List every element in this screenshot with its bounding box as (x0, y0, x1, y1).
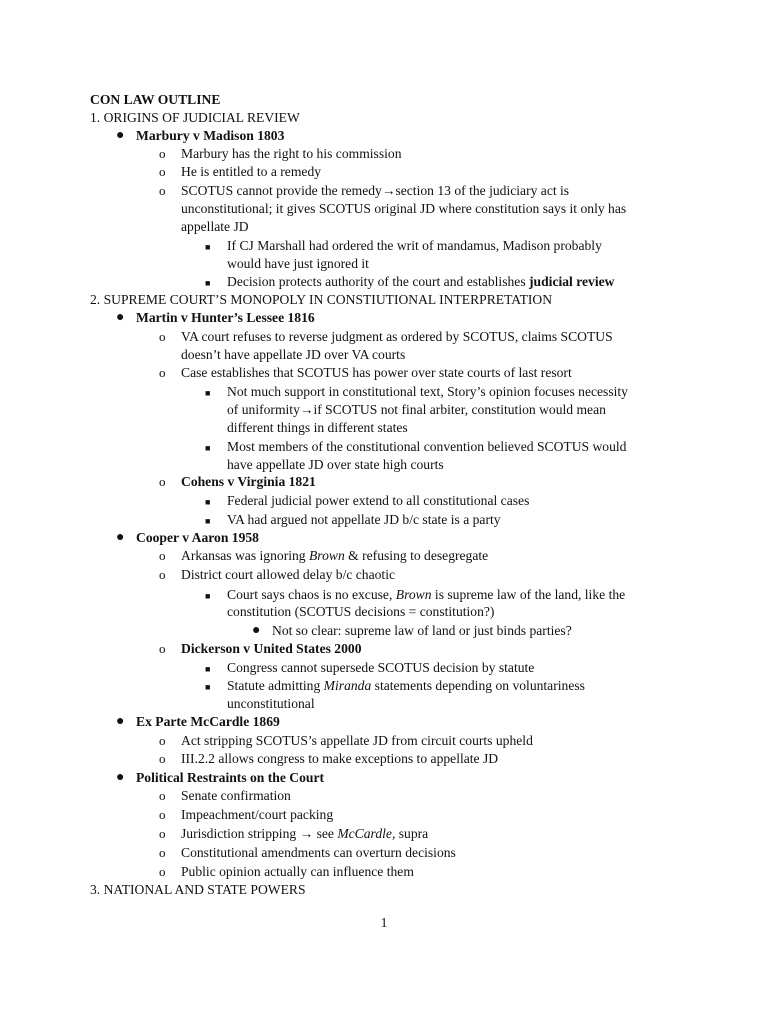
list-item: o Case establishes that SCOTUS has power over state courts of last resort (159, 365, 572, 380)
list-item: ■ Most members of the constitutional convention believed SCOTUS would (227, 438, 728, 456)
outline-title: CON LAW OUTLINE (90, 92, 221, 107)
circle-bullet-icon: o (159, 146, 166, 161)
square-bullet-icon: ■ (205, 664, 211, 674)
list-item: o VA court refuses to reverse judgment as ordered by SCOTUS, claims SCOTUS (159, 329, 613, 344)
arrow-icon: → (381, 183, 396, 198)
circle-bullet-icon: o (159, 826, 166, 841)
bullet-icon: ● (116, 530, 125, 545)
case-cohens: o Cohens v Virginia 1821 (159, 474, 316, 489)
list-item: o Senate confirmation (159, 788, 291, 803)
square-bullet-icon: ■ (205, 388, 211, 398)
square-bullet-icon: ■ (205, 497, 211, 507)
list-item: ■ If CJ Marshall had ordered the writ of mandamus, Madison probably (227, 237, 728, 255)
list-item: o Constitutional amendments can overturn decisions (159, 845, 456, 860)
arrow-icon: → (299, 826, 314, 841)
list-item: ■ Statute admitting Miranda statements depending on voluntariness (227, 677, 728, 695)
list-item: o Marbury has the right to his commission (159, 146, 402, 161)
circle-bullet-icon: o (159, 183, 166, 198)
list-item-cont: appellate JD (181, 219, 249, 234)
circle-bullet-icon: o (159, 548, 166, 563)
list-item: ■ Decision protects authority of the court and establishes judicial review (227, 273, 728, 291)
square-bullet-icon: ■ (205, 242, 211, 252)
square-bullet-icon: ■ (205, 682, 211, 692)
section-3-heading: 3. NATIONAL AND STATE POWERS (90, 882, 306, 897)
list-item-cont: unconstitutional; it gives SCOTUS original JD where constitution says it only has (181, 201, 627, 216)
list-item-cont: of uniformity→if SCOTUS not final arbiter, constitution would mean (227, 402, 606, 417)
circle-bullet-icon: o (159, 807, 166, 822)
list-item: ■ Not much support in constitutional text, Story’s opinion focuses necessity (227, 383, 728, 401)
bullet-icon: ● (116, 310, 125, 325)
list-item: o SCOTUS cannot provide the remedy→section 13 of the judiciary act is (159, 183, 570, 198)
circle-bullet-icon: o (159, 641, 166, 656)
circle-bullet-icon: o (159, 474, 166, 489)
list-item: ■ Congress cannot supersede SCOTUS decision by statute (227, 659, 728, 677)
list-item: o Impeachment/court packing (159, 807, 334, 822)
circle-bullet-icon: o (159, 329, 166, 344)
circle-bullet-icon: o (159, 567, 166, 582)
page-number: 1 (380, 915, 388, 930)
circle-bullet-icon: o (159, 845, 166, 860)
bullet-icon: ● (252, 623, 261, 638)
list-item: ■ Federal judicial power extend to all constitutional cases (227, 492, 728, 510)
list-item-cont: unconstitutional (227, 696, 315, 711)
list-item: o He is entitled to a remedy (159, 164, 322, 179)
list-item-cont: different things in different states (227, 420, 408, 435)
case-cooper: ● Cooper v Aaron 1958 (116, 530, 259, 545)
circle-bullet-icon: o (159, 751, 166, 766)
circle-bullet-icon: o (159, 365, 166, 380)
list-item-cont: doesn’t have appellate JD over VA courts (181, 347, 406, 362)
list-item: o Jurisdiction stripping → see McCardle, supra (159, 826, 429, 841)
list-item: ● Not so clear: supreme law of land or just binds parties? (252, 623, 572, 638)
section-1-heading: 1. ORIGINS OF JUDICIAL REVIEW (90, 110, 300, 125)
political-restraints-heading: ● Political Restraints on the Court (116, 770, 325, 785)
list-item: ■ VA had argued not appellate JD b/c state is a party (227, 511, 728, 529)
list-item: o III.2.2 allows congress to make exceptions to appellate JD (159, 751, 499, 766)
square-bullet-icon: ■ (205, 516, 211, 526)
list-item-cont: constitution (SCOTUS decisions = constitution?) (227, 604, 495, 619)
case-marbury: ● Marbury v Madison 1803 (116, 128, 285, 143)
list-item-cont: would have just ignored it (227, 256, 369, 271)
bullet-icon: ● (116, 128, 125, 143)
case-dickerson: o Dickerson v United States 2000 (159, 641, 362, 656)
square-bullet-icon: ■ (205, 591, 211, 601)
list-item: o Public opinion actually can influence them (159, 864, 414, 879)
section-2-heading: 2. SUPREME COURT’S MONOPOLY IN CONSTIUTIONAL INTERPRETATION (90, 292, 553, 307)
circle-bullet-icon: o (159, 864, 166, 879)
list-item: o District court allowed delay b/c chaotic (159, 567, 396, 582)
list-item: ■ Court says chaos is no excuse, Brown is supreme law of the land, like the (227, 586, 728, 604)
list-item-cont: have appellate JD over state high courts (227, 457, 444, 472)
list-item: o Act stripping SCOTUS’s appellate JD from circuit courts upheld (159, 733, 533, 748)
case-mccardle: ● Ex Parte McCardle 1869 (116, 714, 280, 729)
list-item: o Arkansas was ignoring Brown & refusing to desegregate (159, 548, 489, 563)
circle-bullet-icon: o (159, 788, 166, 803)
circle-bullet-icon: o (159, 164, 166, 179)
square-bullet-icon: ■ (205, 443, 211, 453)
case-martin: ● Martin v Hunter’s Lessee 1816 (116, 310, 315, 325)
bullet-icon: ● (116, 770, 125, 785)
bullet-icon: ● (116, 714, 125, 729)
arrow-icon: → (299, 402, 314, 417)
circle-bullet-icon: o (159, 733, 166, 748)
square-bullet-icon: ■ (205, 278, 211, 288)
